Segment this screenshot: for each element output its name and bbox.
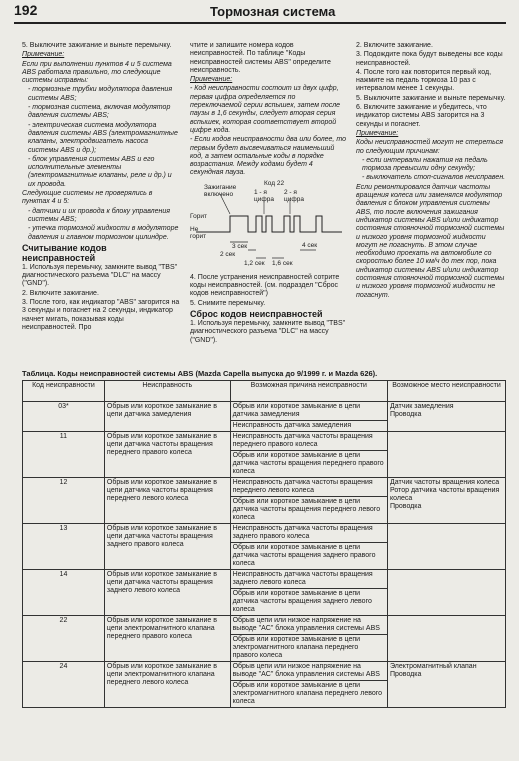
note-label: Примечание: xyxy=(22,51,65,59)
cause-cell xyxy=(230,432,387,478)
cause-item: Неисправность датчика частоты вращения переднего правого колеса xyxy=(231,432,387,451)
cause-item: Обрыв или короткое замыкание в цепи датчика частоты вращения переднего левого колеса xyxy=(232,498,381,521)
interval-3s: 3 сек xyxy=(232,242,248,250)
code-cell: 22 xyxy=(23,616,105,662)
step-text: 4. После устранения неисправностей сотрите коды неисправностей. (см. подраздел "Сброс кодов неисправностей") xyxy=(190,273,340,298)
digit1-label: 1 - я цифра xyxy=(254,188,274,203)
text-column-2 xyxy=(190,42,348,346)
location-cell xyxy=(387,616,505,662)
header-location: Возможное место неисправности xyxy=(387,381,505,402)
header-code: Код неисправности xyxy=(23,381,105,402)
text-column-3 xyxy=(356,42,506,301)
list-item: - электрическая система модулятора давления системы ABS (электромагнитные клапаны, электродвигатель насоса системы ABS и др.); xyxy=(28,121,178,154)
table-row xyxy=(23,570,506,616)
step-text: 6. Включите зажигание и убедитесь, что индикатор системы ABS загорится на 3 секунды и погаснет. xyxy=(356,104,487,128)
cause-item: Обрыв цепи или низкое напряжение на выводе "AC" блока управления системы ABS xyxy=(231,616,387,635)
step-text: 5. Выключите зажигание и выньте перемычку. xyxy=(22,42,172,49)
list-item: - утечка тормозной жидкости в модуляторе давления и главном тормозном цилиндре. xyxy=(28,225,179,241)
note-text: Если при выполнении пунктов 4 и 5 система ABS работала правильно, то следующие системы исправны: xyxy=(22,60,172,85)
location-cell xyxy=(387,524,505,570)
table-row xyxy=(23,524,506,570)
cause-item: Неисправность датчика замедления xyxy=(232,422,352,429)
fault-cell: Обрыв или короткое замыкание в цепи датчика частоты вращения переднего левого колеса xyxy=(104,478,230,524)
fault-code-table xyxy=(22,380,506,708)
note-label: Примечание: xyxy=(356,129,399,137)
cause-item: Обрыв или короткое замыкание в цепи датчика частоты вращения переднего правого колеса xyxy=(232,452,384,475)
step-text: чтите и запишите номера кодов неисправностей. По таблице "Коды неисправностей системы ABS" определите неисправность. xyxy=(190,42,331,74)
header-fault: Неисправность xyxy=(104,381,230,402)
table-row xyxy=(23,478,506,524)
cause-item: Обрыв или короткое замыкание в цепи датчика частоты вращения заднего левого колеса xyxy=(232,590,372,613)
page-header xyxy=(14,0,506,24)
blink-timing-diagram xyxy=(190,180,348,272)
code-cell: 12 xyxy=(23,478,105,524)
interval-1-6s: 1,6 сек xyxy=(272,259,293,267)
text-column-1 xyxy=(22,42,180,333)
step-text: 5. Выключите зажигание и выньте перемычку. xyxy=(356,94,506,102)
table-row xyxy=(23,402,506,432)
code-cell: 24 xyxy=(23,662,105,708)
table-header-row xyxy=(23,381,506,402)
table-row xyxy=(23,432,506,478)
code-cell: 11 xyxy=(23,432,105,478)
location-cell: Датчик частоты вращения колеса Ротор датчика частоты вращения колеса Проводка xyxy=(387,478,505,524)
header-cause: Возможная причина неисправности xyxy=(230,381,387,402)
list-item: - Код неисправности состоит из двух цифр, первая цифра определяется по переключаемой серии вспышек, затем после паузы в 1,6 секунды, следует вторая серия вспышек, которая соответствует второй цифре кода. xyxy=(190,85,341,134)
off-label: Не горит xyxy=(190,225,207,240)
cause-cell xyxy=(230,478,387,524)
note-text: Коды неисправностей могут не стереться по следующим причинам: xyxy=(356,139,504,155)
interval-2s: 2 сек xyxy=(220,250,236,258)
code-cell: 13 xyxy=(23,524,105,570)
step-text: 4. После того как повторится первый код, нажмите на педаль тормоза 10 раз с интервалом менее 1 секунды. xyxy=(356,68,492,93)
list-item: - тормозные трубки модулятора давления системы ABS; xyxy=(28,86,173,102)
list-item: - если интервалы нажатия на педаль тормоза превысили одну секунду; xyxy=(362,156,488,173)
cause-item: Обрыв или короткое замыкание в цепи датчика замедления xyxy=(231,402,387,421)
cause-item: Обрыв или короткое замыкание в цепи электромагнитного клапана переднего левого колеса xyxy=(232,682,383,705)
cause-item: Неисправность датчика частоты вращения заднего правого колеса xyxy=(231,524,387,543)
cause-item: Обрыв или короткое замыкание в цепи датчика частоты вращения заднего правого колеса xyxy=(232,544,376,567)
table-row xyxy=(23,616,506,662)
cause-cell xyxy=(230,662,387,708)
note-text: Следующие системы не проверялись в пунктах 4 и 5: xyxy=(22,190,153,206)
step-text: 5. Снимите перемычку. xyxy=(190,299,266,307)
code-label: Код 22 xyxy=(264,179,285,187)
location-cell: Датчик замедления Проводка xyxy=(387,402,505,432)
list-item: - датчики и их провода к блоку управления системы ABS; xyxy=(28,207,170,223)
list-item: - тормозная система, включая модулятор давления системы ABS; xyxy=(28,104,171,120)
fault-cell: Обрыв или короткое замыкание в цепи электромагнитного клапана переднего левого колеса xyxy=(104,662,230,708)
note-text: Если ремонтировался датчик частоты вращения колеса или заменялся модулятор давления с блоком управления системы ABS, то после включения зажигания индикатор системы ABS и/или индикатор состояния стояночной тормозной системы и низкого уровня тормозной жидкости могут не погаснуть. В этом случае необходимо проехать на автомобиле со скоростью более 10 км/ч до тех пор, пока индикатор системы ABS и/или индикатор состояния стояночной тормозной системы и низкого уровня тормозной жидкости не погаснут. xyxy=(356,183,505,299)
table-caption: Таблица. Коды неисправностей системы ABS (Mazda Capella выпуска до 9/1999 г. и Mazda 626). xyxy=(22,369,378,378)
on-label: Горит xyxy=(190,212,207,220)
step-text: 3. Подождите пока будут выведены все коды неисправностей. xyxy=(356,51,503,67)
list-item: - блок управления системы ABS и его исполнительные элементы (электромагнитные клапаны, реле и др.) и их провода. xyxy=(28,155,172,188)
location-cell xyxy=(387,570,505,616)
step-text: 2. Включите зажигание. xyxy=(356,42,433,49)
step-text: 3. После того, как индикатор "ABS" загорится на 3 секунды и погаснет на 2 секунды, индикатор начнет мигать, показывая коды неисправностей. Про xyxy=(22,299,180,331)
page-number: 192 xyxy=(14,2,38,18)
cause-cell xyxy=(230,402,387,432)
step-text: 2. Включите зажигание. xyxy=(22,289,99,297)
cause-cell xyxy=(230,616,387,662)
cause-item: Неисправность датчика частоты вращения заднего левого колеса xyxy=(231,570,387,589)
list-item: - выключатель стоп-сигналов неисправен. xyxy=(362,174,506,182)
step-text: 1. Используя перемычку, замкните вывод "TBS" диагностического разъема "DLC" на массу ("GND"). xyxy=(22,263,178,288)
fault-cell: Обрыв или короткое замыкание в цепи датчика частоты вращения заднего левого колеса xyxy=(104,570,230,616)
section-title: Тормозная система xyxy=(210,4,336,19)
fault-cell: Обрыв или короткое замыкание в цепи датчика замедления xyxy=(104,402,230,432)
interval-1-2s: 1,2 сек xyxy=(244,259,265,267)
fault-cell: Обрыв или короткое замыкание в цепи электромагнитного клапана переднего правого колеса xyxy=(104,616,230,662)
fault-cell: Обрыв или короткое замыкание в цепи датчика частоты вращения переднего правого колеса xyxy=(104,432,230,478)
location-cell: Электромагнитный клапан Проводка xyxy=(387,662,505,708)
cause-cell xyxy=(230,524,387,570)
section-heading: Сброс кодов неисправностей xyxy=(190,308,323,319)
list-item: - Если кодов неисправности два или более, то первым будет высвечиваться наименьший код, а затем остальные коды в порядке возрастания. Между кодами будет 4 секундная пауза. xyxy=(190,136,346,177)
code-cell: 14 xyxy=(23,570,105,616)
note-label: Примечание: xyxy=(190,76,233,84)
digit2-label: 2 - я цифра xyxy=(284,188,304,203)
cause-cell xyxy=(230,570,387,616)
ignition-label: Зажигание включено xyxy=(204,183,237,198)
step-text: 1. Используя перемычку, замкните вывод "TBS" диагностического разъема "DLC" на массу ("GND"). xyxy=(190,319,346,344)
cause-item: Обрыв или короткое замыкание в цепи электромагнитного клапана переднего правого колеса xyxy=(232,636,361,659)
cause-item: Обрыв цепи или низкое напряжение на выводе "AC" блока управления системы ABS xyxy=(231,662,387,681)
interval-4s: 4 сек xyxy=(302,241,318,249)
code-cell: 03* xyxy=(23,402,105,432)
section-heading: Считывание кодов неисправностей xyxy=(22,242,107,263)
cause-item: Неисправность датчика частоты вращения переднего левого колеса xyxy=(231,478,387,497)
fault-cell: Обрыв или короткое замыкание в цепи датчика частоты вращения заднего правого колеса xyxy=(104,524,230,570)
table-row xyxy=(23,662,506,708)
location-cell xyxy=(387,432,505,478)
